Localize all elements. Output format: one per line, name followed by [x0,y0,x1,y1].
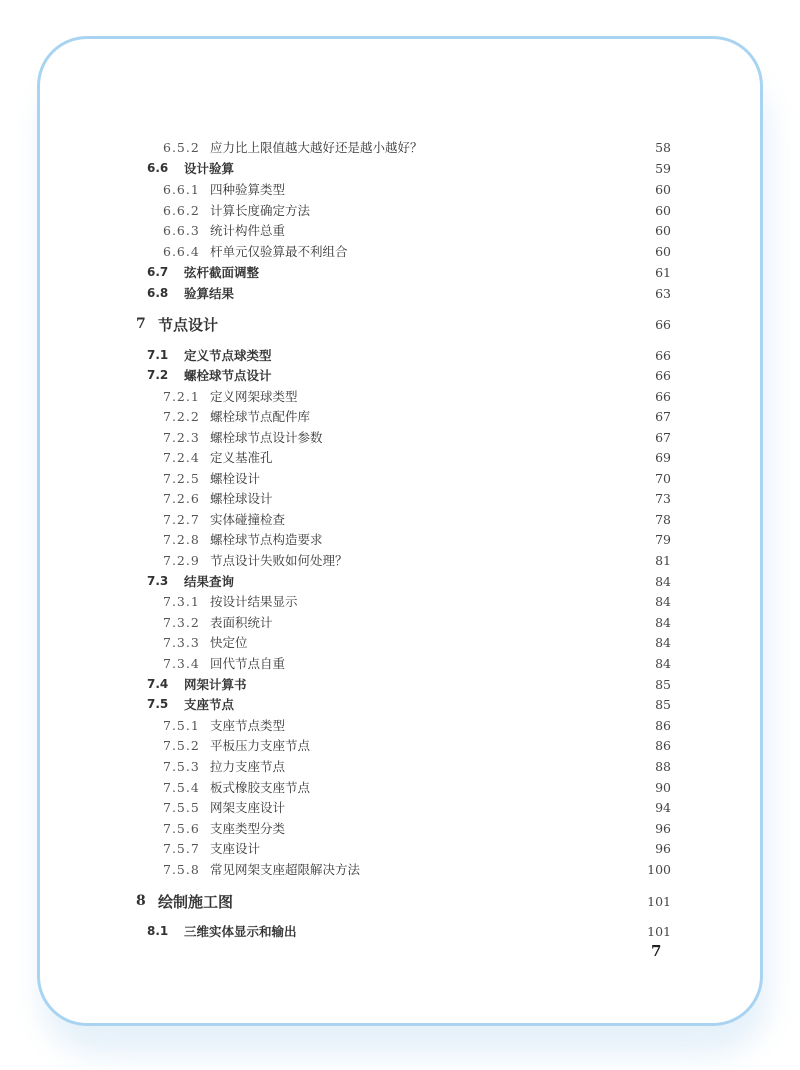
dot-leader [261,262,651,282]
toc-entry-number: 7.2.2 [163,408,200,424]
toc-entry-page: 60 [655,202,671,218]
toc-entry-title: 螺栓球节点设计参数 [210,430,323,445]
toc-entry-number: 6.6.3 [163,222,200,238]
toc-entry-page: 66 [655,388,671,404]
dot-leader [235,891,643,911]
dot-leader [236,694,651,714]
toc-entry-number: 7 [136,316,146,332]
toc-entry-number: 7.5.3 [163,758,200,774]
toc-entry-page: 66 [655,367,671,383]
toc-entry-title: 平板压力支座节点 [210,738,311,753]
dot-leader [262,468,651,488]
toc-entry[interactable] [0,365,800,385]
toc-entry[interactable] [0,715,800,735]
toc-entry-number: 7.5.2 [163,737,200,753]
toc-entry-page: 84 [655,593,671,609]
toc-entry-number: 7.2.3 [163,429,200,445]
dot-leader [275,488,651,508]
toc-entry-page: 60 [655,243,671,259]
toc-entry-number: 8.1 [147,924,169,938]
toc-entry-number: 7.5.6 [163,820,200,836]
toc-entry-page: 69 [655,449,671,465]
toc-entry[interactable] [0,262,800,282]
toc-entry[interactable] [0,735,800,755]
dot-leader [300,386,651,406]
toc-entry-title: 网架支座设计 [210,800,286,815]
toc-entry-title: 螺栓球节点构造要求 [210,532,323,547]
toc-entry-number: 7.5.1 [163,717,200,733]
toc-entry-title: 定义网架球类型 [210,389,298,404]
toc-entry-title: 三维实体显示和输出 [184,924,297,939]
dot-leader [287,509,651,529]
toc-entry-page: 66 [655,316,671,332]
toc-entry-page: 67 [655,429,671,445]
toc-entry-title: 定义节点球类型 [184,348,272,363]
toc-entry[interactable] [0,137,800,157]
toc-entry-page: 84 [655,573,671,589]
toc-entry-title: 节点设计 [158,315,219,334]
toc-entry-page: 101 [647,893,671,909]
toc-entry-title: 设计验算 [184,161,235,176]
dot-leader [287,818,651,838]
toc-entry-page: 100 [647,861,671,877]
dot-leader [274,345,651,365]
toc-entry-number: 7.2.9 [163,552,200,568]
toc-entry-number: 7.5.4 [163,779,200,795]
dot-leader [287,797,651,817]
toc-entry[interactable] [0,612,800,632]
toc-entry-title: 螺栓设计 [210,471,261,486]
toc-entry[interactable] [0,447,800,467]
toc-entry[interactable] [0,694,800,714]
dot-leader [312,406,651,426]
toc-entry[interactable] [0,859,800,879]
toc-entry[interactable] [0,509,800,529]
toc-entry-number: 7.3.1 [163,593,200,609]
toc-entry-page: 84 [655,634,671,650]
toc-entry-title: 验算结果 [184,286,235,301]
toc-entry-page: 94 [655,799,671,815]
dot-leader [287,179,651,199]
toc-entry-page: 60 [655,222,671,238]
toc-entry-page: 86 [655,717,671,733]
toc-entry[interactable] [0,427,800,447]
dot-leader [275,612,651,632]
toc-entry-number: 7.2.4 [163,449,200,465]
toc-entry-title: 实体碰撞检查 [210,512,286,527]
dot-leader [300,591,651,611]
toc-entry[interactable] [0,283,800,303]
dot-leader [287,715,651,735]
dot-leader [236,283,651,303]
toc-entry-number: 6.5.2 [163,139,200,155]
toc-entry-page: 59 [655,160,671,176]
toc-entry-page: 88 [655,758,671,774]
toc-entry-number: 7.3.4 [163,655,200,671]
toc-entry-number: 6.7 [147,265,169,279]
toc-entry-title: 螺栓球设计 [210,491,273,506]
page-number: 7 [651,942,662,960]
toc-entry-title: 杆单元仅验算最不利组合 [210,244,348,259]
toc-entry-page: 84 [655,614,671,630]
toc-entry-page: 70 [655,470,671,486]
toc-entry-number: 7.2.1 [163,388,200,404]
toc-entry[interactable] [0,838,800,858]
toc-entry-title: 螺栓球节点配件库 [210,409,311,424]
toc-entry[interactable] [0,818,800,838]
toc-entry-title: 支座节点类型 [210,718,286,733]
toc-entry-number: 7.5.8 [163,861,200,877]
toc-entry-number: 6.6.4 [163,243,200,259]
toc-entry[interactable] [0,632,800,652]
dot-leader [312,735,651,755]
toc-entry[interactable] [0,674,800,694]
toc-entry-page: 85 [655,676,671,692]
toc-entry-number: 7.2.7 [163,511,200,527]
toc-entry-title: 拉力支座节点 [210,759,286,774]
toc-entry-title: 螺栓球节点设计 [184,368,272,383]
toc-entry-page: 84 [655,655,671,671]
toc-entry-title: 表面积统计 [210,615,273,630]
toc-entry-page: 85 [655,696,671,712]
toc-entry-number: 6.6 [147,161,169,175]
toc-entry[interactable] [0,488,800,508]
toc-entry[interactable] [0,406,800,426]
toc-entry-number: 7.2.8 [163,531,200,547]
toc-entry-title: 应力比上限值越大越好还是越小越好？ [210,140,423,155]
toc-entry-page: 86 [655,737,671,753]
toc-entry[interactable] [0,550,800,570]
toc-entry[interactable] [0,241,800,261]
dot-leader [425,137,651,157]
toc-entry[interactable] [0,158,800,178]
dot-leader [299,921,643,941]
toc-entry-number: 7.2.6 [163,490,200,506]
toc-entry-page: 96 [655,820,671,836]
toc-entry-number: 7.5.5 [163,799,200,815]
toc-entry-number: 7.4 [147,677,169,691]
toc-entry[interactable] [0,529,800,549]
toc-entry[interactable] [0,797,800,817]
dot-leader [287,220,651,240]
toc-entry-title: 支座节点 [184,697,235,712]
toc-entry[interactable] [0,200,800,220]
toc-entry-title: 计算长度确定方法 [210,203,311,218]
toc-entry-number: 7.2.5 [163,470,200,486]
dot-leader [262,838,651,858]
toc-entry-number: 6.6.1 [163,181,200,197]
toc-entry[interactable] [0,921,800,941]
toc-entry[interactable] [0,653,800,673]
dot-leader [312,777,651,797]
dot-leader [350,241,651,261]
dot-leader [287,653,651,673]
dot-leader [362,859,643,879]
dot-leader [275,447,651,467]
dot-leader [220,314,651,334]
toc-entry-title: 弦杆截面调整 [184,265,260,280]
toc-entry-page: 63 [655,285,671,301]
toc-entry-number: 8 [136,893,146,909]
dot-leader [236,571,651,591]
dot-leader [274,365,651,385]
toc-entry-title: 结果查询 [184,574,235,589]
dot-leader [312,200,651,220]
toc-entry-page: 60 [655,181,671,197]
toc-entry[interactable] [0,386,800,406]
toc-entry-title: 定义基准孔 [210,450,273,465]
toc-entry-number: 7.5.7 [163,840,200,856]
toc-entry[interactable] [0,468,800,488]
toc-entry-title: 四种验算类型 [210,182,286,197]
toc-entry-title: 支座设计 [210,841,261,856]
toc-entry[interactable] [0,571,800,591]
toc-entry-number: 6.6.2 [163,202,200,218]
dot-leader [350,550,651,570]
toc-entry-title: 绘制施工图 [158,892,234,911]
toc-entry-number: 7.2 [147,368,169,382]
toc-entry[interactable] [0,891,800,911]
toc-entry[interactable] [0,179,800,199]
toc-entry-number: 7.3.2 [163,614,200,630]
toc-entry[interactable] [0,345,800,365]
toc-entry-number: 7.3 [147,574,169,588]
toc-entry-title: 快定位 [210,635,248,650]
toc-entry-title: 统计构件总重 [210,223,286,238]
dot-leader [325,529,651,549]
toc-entry-number: 7.3.3 [163,634,200,650]
toc-entry-page: 58 [655,139,671,155]
toc-entry-title: 常见网架支座超限解决方法 [210,862,361,877]
toc-entry-page: 96 [655,840,671,856]
dot-leader [287,756,651,776]
dot-leader [249,674,651,694]
toc-entry-page: 67 [655,408,671,424]
toc-entry-page: 90 [655,779,671,795]
toc-entry-title: 回代节点自重 [210,656,286,671]
toc-entry-title: 板式橡胶支座节点 [210,780,311,795]
toc-entry[interactable] [0,591,800,611]
toc-entry-page: 101 [647,923,671,939]
toc-entry-page: 73 [655,490,671,506]
toc-entry-page: 78 [655,511,671,527]
toc-entry-page: 79 [655,531,671,547]
toc-entry-number: 6.8 [147,286,169,300]
toc-entry[interactable] [0,756,800,776]
dot-leader [250,632,651,652]
toc-entry-title: 按设计结果显示 [210,594,298,609]
toc-entry-title: 网架计算书 [184,677,247,692]
dot-leader [325,427,651,447]
toc-entry[interactable] [0,314,800,334]
toc-entry[interactable] [0,777,800,797]
toc-entry-page: 66 [655,347,671,363]
dot-leader [236,158,651,178]
toc-entry-page: 61 [655,264,671,280]
toc-entry-title: 节点设计失败如何处理？ [210,553,348,568]
toc-entry-title: 支座类型分类 [210,821,286,836]
toc-entry-number: 7.5 [147,697,169,711]
toc-entry-page: 81 [655,552,671,568]
toc-entry[interactable] [0,220,800,240]
toc-entry-number: 7.1 [147,348,169,362]
